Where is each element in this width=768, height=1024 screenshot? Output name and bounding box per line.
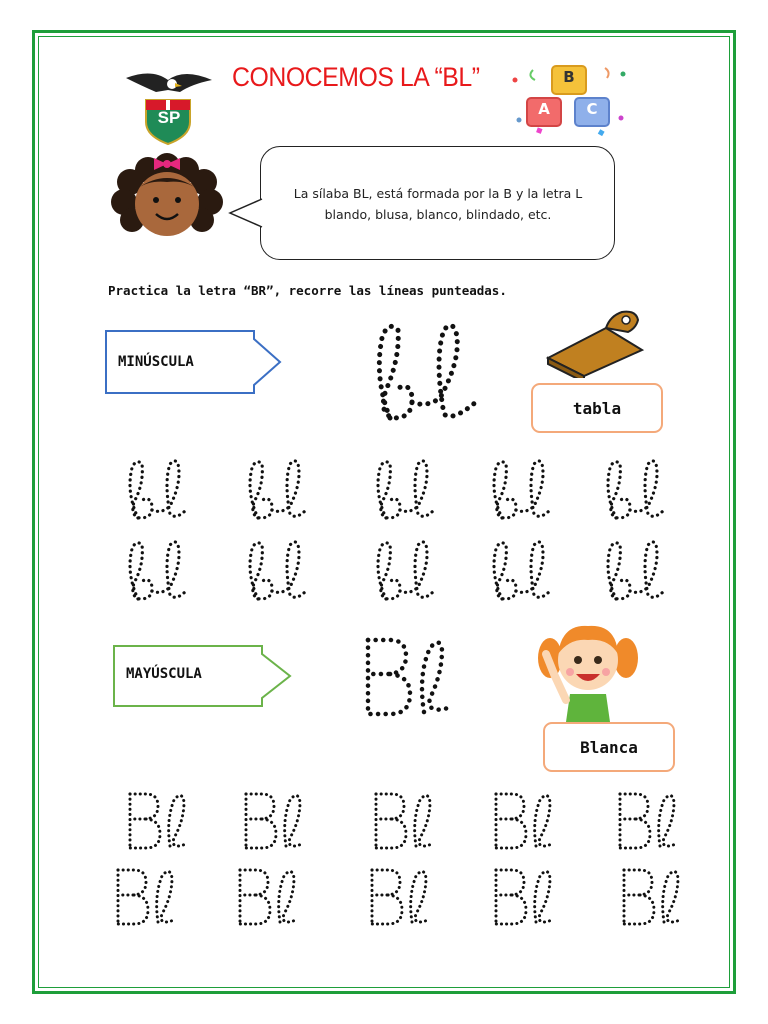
minuscula-label: MINÚSCULA [118,354,194,370]
dotted-bl-uppercase [112,866,178,928]
block-letter-b: B [563,68,575,86]
block-letter-a: A [538,100,550,118]
word-box-blanca: Blanca [543,722,675,772]
block-letter-c: C [586,100,598,118]
instruction-text: Practica la letra “BR”, recorre las líneas punteadas. [108,283,507,298]
large-dotted-bl-uppercase [360,634,460,718]
speech-line-1: La sílaba BL, está formada por la B y la letra L [293,186,583,201]
dotted-bl-uppercase [366,866,432,928]
speech-text [278,183,598,225]
dotted-bl-lowercase [120,456,190,522]
mayuscula-label: MAYÚSCULA [126,666,202,682]
abc-blocks-icon [505,60,633,138]
eagle-shield-logo-icon [122,64,214,146]
dotted-bl-lowercase [240,537,310,603]
dotted-bl-uppercase [240,790,306,852]
word-box-tabla: tabla [531,383,663,433]
dotted-bl-lowercase [598,537,668,603]
page-title: CONOCEMOS LA “BL” [232,62,480,92]
dotted-bl-lowercase [598,456,668,522]
dotted-bl-lowercase [120,537,190,603]
speech-bubble-tail [228,195,264,235]
girl-curly-hair-icon [108,152,232,242]
girl-pigtails-icon [536,614,640,722]
dotted-bl-lowercase [484,456,554,522]
dotted-bl-lowercase [240,456,310,522]
dotted-bl-uppercase [490,790,556,852]
dotted-bl-uppercase [370,790,436,852]
dotted-bl-uppercase [614,790,680,852]
dotted-bl-uppercase [618,866,684,928]
dotted-bl-uppercase [124,790,190,852]
large-dotted-bl-lowercase [360,318,490,428]
dotted-bl-lowercase [484,537,554,603]
speech-line-2: blando, blusa, blanco, blindado, etc. [324,207,552,222]
dotted-bl-lowercase [368,537,438,603]
dotted-bl-uppercase [490,866,556,928]
dotted-bl-lowercase [368,456,438,522]
cutting-board-icon [544,306,648,378]
dotted-bl-uppercase [234,866,300,928]
logo-text: SP [157,108,181,127]
